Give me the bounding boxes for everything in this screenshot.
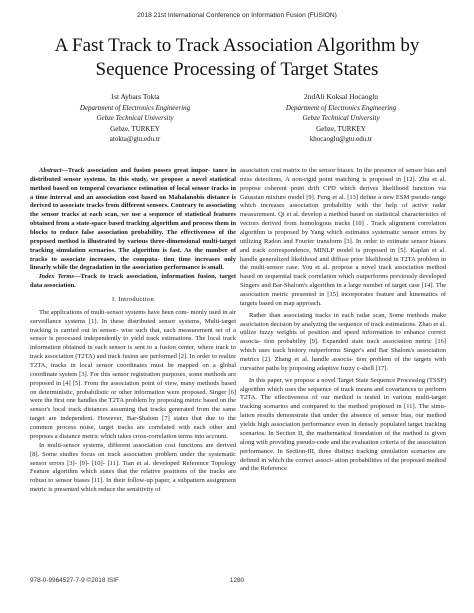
abstract: Abstract—Track association and fusion posses great impor- tance in distributed sensor systems. In this study, we propose a novel statistical method based on temporal covariance estimation of local sensor tracks in a time interval and an association cost based on Mahalanobis distance is derived to associate tracks from different sensors. Contrary to associating the sensor tracks at each scan, we use a sequence of statistical features obtained from a state-space based tracking algorithm and process them in blocks to reduce false association probability. The effectiveness of the proposed method is illustrated by various three-dimensional multi-target tracking simulation scenarios. The algorithm is fast. As the number of tracks to associate increases, the computa- tion time increases only linearly while the degradation in the association performance is small.: [30, 167, 237, 272]
left-column: [30, 167, 236, 495]
paper-title: [10, 34, 464, 82]
conference-header: 2018 21st International Conference on Information Fusion (FUSION): [137, 12, 337, 19]
author-block-1: [40, 92, 230, 145]
author-department: Department of Electronics Engineering: [79, 103, 191, 112]
author-block-2: [246, 92, 436, 145]
author-location: Gebze, TURKEY: [110, 124, 160, 133]
author-university: Gebze Technical University: [302, 114, 380, 123]
paper-title-line-2: Sequence Processing of Target States: [95, 59, 379, 80]
abstract-label: Abstract: [39, 167, 62, 174]
index-terms: Index Terms—Track to track association, information fusion, target data association.: [30, 273, 237, 290]
index-terms-label: Index Terms: [39, 273, 74, 281]
section-heading: I. Introduction: [111, 296, 155, 304]
intro-paragraph-1: The applications of multi-sensor systems have been com- monly used in air surveillance systems [1]. In these distributed sensor systems, Multi-target tracking is carried out in sensor- wise such that, each measurement set of a sensor is processed independently to yield track estimations. The local track information obtained in each sensor is sent to a fusion center, where track to track association (T2TA) and track fusion are performed [2]. In order to realize T2TA, tracks in local sensor coordinates must be mapped on a global coordinate system [3]. For this sensor registration purposes, some methods are proposed in [4] [5]. From the association point of view, many methods based on deterministic, probabilistic or other information were proposed. Singer [6] were the first one handles the T2TA problem by proposing metric based on the sensor's local track distances assuming that tracks generated from the same target are independent. However, Bar-Shalom [7] states that due to the common process noise, target tracks are correlated with each other and proposes a distance metric which takes cross-correlation terms into account.: [30, 308, 237, 440]
body-paragraph-2: Rather than associating tracks in each radar scan, Some methods make association decision by analyzing the sequence of track estimations. Zhao et al. utilize fuzzy weights of position and speed information to enhance correct associa- tion probability [9]. Expanded state track association metric [16] which uses track history outperforms Singer's and Bar Shalom's association metrics [2]. Zhang et al. handle associa- tion problem of the targets with curvative paths by proposing adaptive fuzzy c-shell [17].: [240, 311, 447, 372]
footer-isbn: 978-0-9964527-7-9 ©2018 ISIF: [30, 577, 119, 584]
body-paragraph-1: association cost matrix to the sensor biases. In the presence of sensor bias and miss detections, A non-rigid point matching is proposed in [12]. Zhu et al. propose coherent point drift CPD which derives likelihood function via Gaussian mixture model [9]. Feng et al. [13] define a new ESM pseudo range which increases association probability with the help of active radar measurement. Qi et al. develop a method based on statistical characteristics of vectors derived from homologous tracks [10] . Track alignment correlation algorithm is proposed by Yang which estimates systematic sensor errors by utilizing Radon and Fourier transform [3]. In order to estimate sensor biases and track correspondence, MINLP model is proposed in [5]. Kaplan et al. handle generalized likelihood and diffuse prior likelihood in T2TA problem in the multi-sensor case. You et al. propose a novel track association method based on sequential track correlation which outperforms previously developed Singers and Bar-Shalom's algorithm in a large number of target case [14]. The association metric presented in [15] incorporates feature and kinematics of targets based on map approach.: [240, 167, 447, 307]
author-name: 1st Aybars Tokta: [110, 92, 160, 101]
author-email: khocaoglu@gtu.edu.tr: [309, 135, 373, 144]
body-paragraph-3: In this paper, we propose a novel Target State Sequence Processing (TSSP) algorithm which uses the sequence of track means and covariances to perform T2TA. The effectiveness of our method is tested in various multi-target tracking scenarios and compared to the method proposed in [11]. The simu- lation results demonstrate that under the absence of sensor bias, our method yields high association performance even in densely populated target tracking scenarios. In Section II, the mathematical foundation of the method is given along with providing pseudo-code and the evaluation criteria of the association performance. In Section-III, three distinct tracking simulation scenarios are defined in which the correct associ- ation probabilities of the proposed method and the Reference: [240, 376, 447, 473]
right-column: [240, 167, 446, 474]
author-name: 2ndAli Koksal Hocaoglu: [304, 92, 378, 101]
intro-paragraph-2: In multi-sensor systems, different association cost functions are derived [8]. Some studies focus on track association problem under the systematic sensor errors [3]- [9]- [10]- [11]. Tian et al. developed Reference Topology Feature algorithm which states that the relative positions of the tracks are robust to sensor biases [11]. In their follow-up paper, a subpattern assignment metric is presented which reduce the sensitivity of: [30, 441, 237, 494]
author-email: atokta@gtu.edu.tr: [109, 135, 161, 144]
author-university: Gebze Technical University: [96, 114, 174, 123]
author-department: Department of Electronics Engineering: [285, 103, 397, 112]
author-location: Gebze, TURKEY: [316, 124, 366, 133]
paper-title-line-1: A Fast Track to Track Association Algorithm by: [54, 35, 420, 56]
page-number: 1280: [229, 577, 245, 584]
